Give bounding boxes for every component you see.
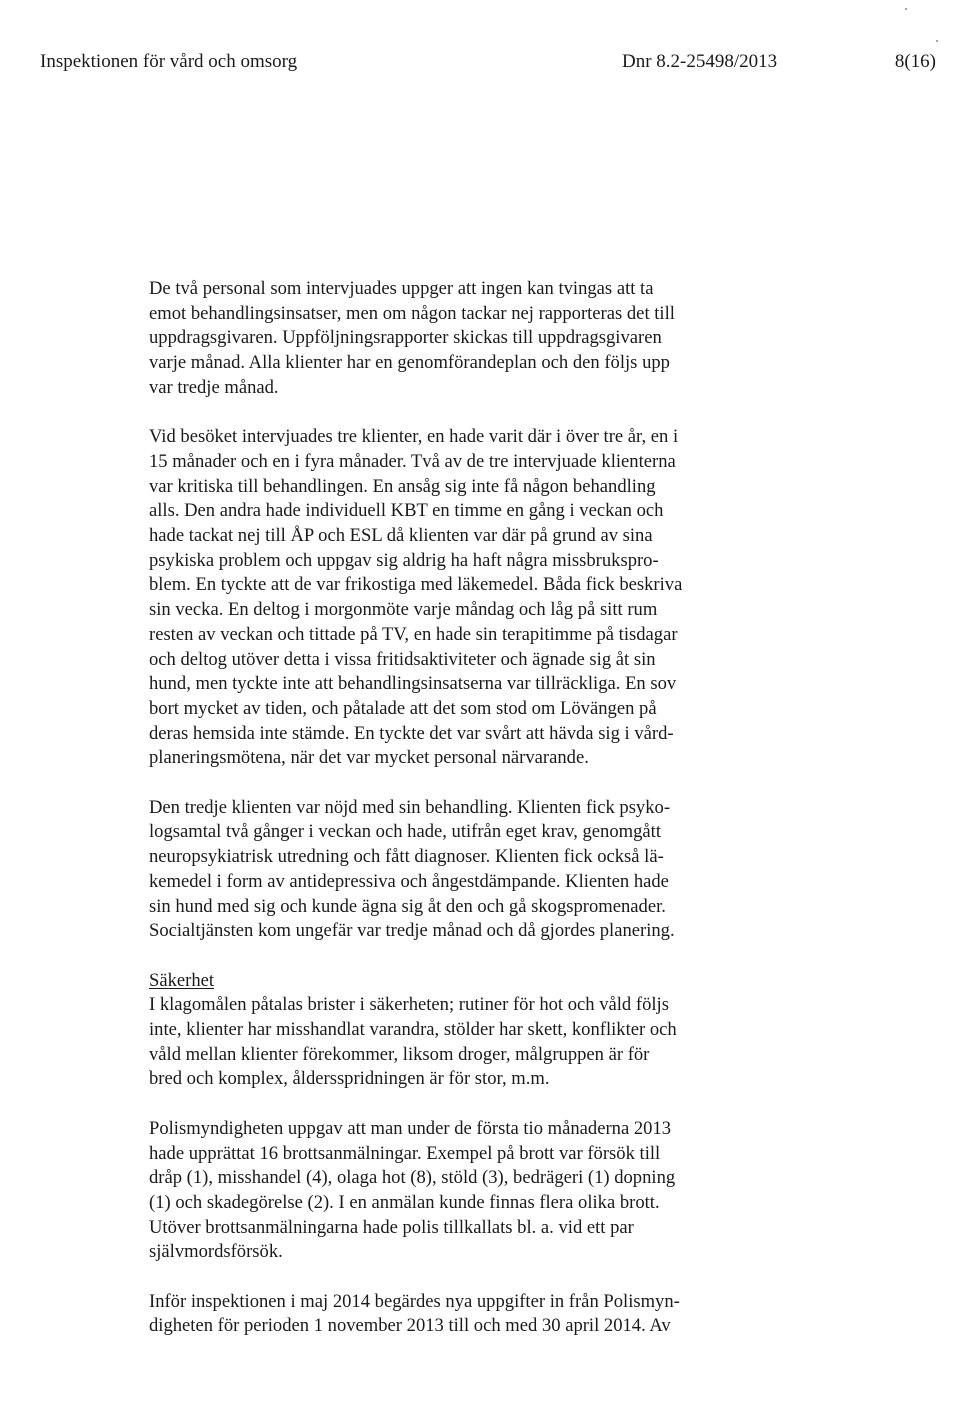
text-line: alls. Den andra hade individuell KBT en timme en gång i veckan och xyxy=(149,500,664,522)
header-reference-number: Dnr 8.2-25498/2013 xyxy=(622,51,778,72)
text-line: Polismyndigheten uppgav att man under de första tio månaderna 2013 xyxy=(149,1117,672,1139)
text-line: blem. En tyckte att de var frikostiga med läkemedel. Båda fick beskriva xyxy=(149,574,683,596)
text-line: varje månad. Alla klienter har en genomförandeplan och den följs upp xyxy=(149,352,670,374)
text-line: och deltog utöver detta i vissa fritidsaktiviteter och ägnade sig åt sin xyxy=(149,648,656,670)
section-heading-safety: Säkerhet xyxy=(149,969,215,991)
page-header xyxy=(40,48,936,76)
text-line: sin hund med sig och kunde ägna sig åt den och gå skogspromenader. xyxy=(149,895,666,917)
text-line: hade upprättat 16 brottsanmälningar. Exempel på brott var försök till xyxy=(149,1142,661,1164)
text-line: emot behandlingsinsatser, men om någon tackar nej rapporteras det till xyxy=(149,302,675,324)
text-line: bort mycket av tiden, och påtalade att det som stod om Lövängen på xyxy=(149,697,657,719)
text-line: Socialtjänsten kom ungefär var tredje månad och då gjordes planering. xyxy=(149,920,675,942)
text-line: psykiska problem och uppgav sig aldrig ha haft några missbrukspro- xyxy=(149,549,659,571)
paragraph-inspection-request xyxy=(149,1290,774,1339)
text-line: dråp (1), misshandel (4), olaga hot (8), stöld (3), bedrägeri (1) dopning xyxy=(149,1167,676,1189)
text-line: 15 månader och en i fyra månader. Två av de tre intervjuade klienterna xyxy=(149,450,676,472)
text-line: våld mellan klienter förekommer, liksom droger, målgruppen är för xyxy=(149,1043,650,1065)
text-line: inte, klienter har misshandlat varandra, stölder har skett, konflikter och xyxy=(149,1019,677,1041)
text-line: självmordsförsök. xyxy=(149,1241,283,1263)
text-line: kemedel i form av antidepressiva och ångestdämpande. Klienten hade xyxy=(149,870,669,892)
text-line: hade tackat nej till ÅP och ESL då klienten var där på grund av sina xyxy=(149,525,653,547)
header-page-number: 8(16) xyxy=(894,51,936,72)
document-body xyxy=(149,277,774,1339)
paragraph-police-reports xyxy=(149,1117,774,1265)
text-line: neuropsykiatrisk utredning och fått diagnoser. Klienten fick också lä- xyxy=(149,846,664,868)
text-line: De två personal som intervjuades uppger att ingen kan tvingas att ta xyxy=(149,278,654,299)
text-line: Den tredje klienten var nöjd med sin behandling. Klienten fick psyko- xyxy=(149,796,671,818)
text-line: I klagomålen påtalas brister i säkerheten; rutiner för hot och våld följs xyxy=(149,994,669,1016)
text-line: logsamtal två gånger i veckan och hade, utifrån eget krav, genomgått xyxy=(149,821,661,843)
paragraph-client-interviews xyxy=(149,425,774,771)
text-line: resten av veckan och tittade på TV, en hade sin terapitimme på tisdagar xyxy=(149,623,678,645)
scan-speck xyxy=(905,8,907,10)
text-line: var tredje månad. xyxy=(149,376,279,398)
text-line: uppdragsgivaren. Uppföljningsrapporter skickas till uppdragsgivaren xyxy=(149,327,662,349)
text-line: sin vecka. En deltog i morgonmöte varje måndag och låg på sitt rum xyxy=(149,599,658,621)
header-organization: Inspektionen för vård och omsorg xyxy=(40,51,298,72)
section-safety xyxy=(149,969,774,1093)
text-line: Inför inspektionen i maj 2014 begärdes nya uppgifter in från Polismyn- xyxy=(149,1290,680,1312)
text-line: Utöver brottsanmälningarna hade polis tillkallats bl. a. vid ett par xyxy=(149,1216,634,1238)
text-line: (1) och skadegörelse (2). I en anmälan kunde finnas flera olika brott. xyxy=(149,1191,660,1213)
scan-speck xyxy=(936,40,938,42)
text-line: deras hemsida inte stämde. En tyckte det var svårt att hävda sig i vård- xyxy=(149,722,674,744)
text-line: digheten för perioden 1 november 2013 till och med 30 april 2014. Av xyxy=(149,1315,671,1337)
paragraph-staff-interviews xyxy=(149,277,774,401)
text-line: var kritiska till behandlingen. En ansåg sig inte få någon behandling xyxy=(149,475,656,497)
text-line: Vid besöket intervjuades tre klienter, en hade varit där i över tre år, en i xyxy=(149,426,679,448)
text-line: hund, men tyckte inte att behandlingsinsatserna var tillräckliga. En sov xyxy=(149,673,677,695)
paragraph-third-client xyxy=(149,796,774,944)
text-line: planeringsmötena, när det var mycket personal närvarande. xyxy=(149,747,589,769)
text-line: bred och komplex, åldersspridningen är för stor, m.m. xyxy=(149,1068,550,1090)
